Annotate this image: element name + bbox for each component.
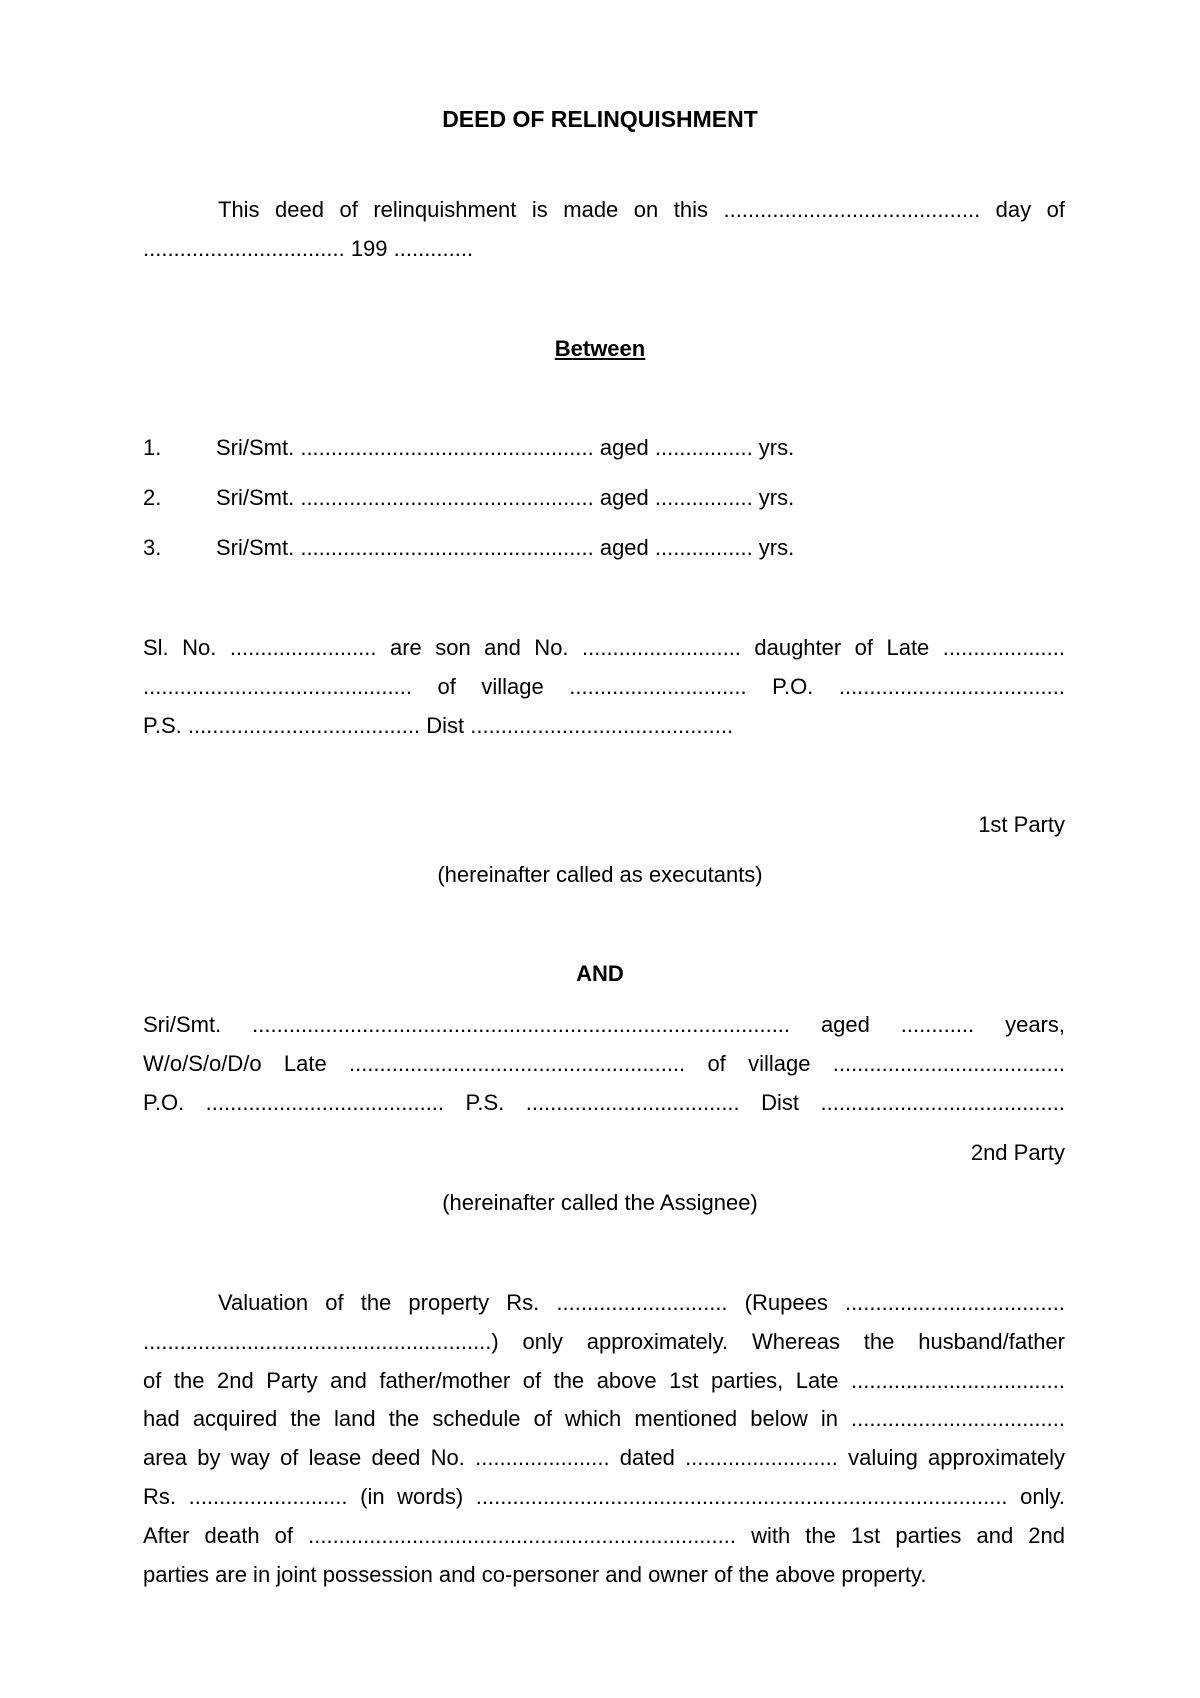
valuation-line: Valuation of the property Rs. ............................ (Rupees ....................................	[218, 1290, 1065, 1315]
between-heading: Between	[554, 336, 646, 361]
first-party-label: 1st Party	[978, 812, 1065, 837]
first-party-detail-line: P.S. ...................................... Dist ...........................................	[143, 713, 734, 738]
valuation-line: After death of ...................................................................... with the 1st parties and 2nd	[143, 1523, 1065, 1548]
party-member-text: Sri/Smt. ................................................ aged ................ yrs.	[216, 535, 795, 560]
and-heading: AND	[576, 961, 624, 986]
party-member-number: 3.	[143, 535, 162, 560]
second-party-detail-line: Sri/Smt. ........................................................................................ aged ............ years,	[143, 1012, 1065, 1037]
valuation-line: had acquired the land the schedule of which mentioned below in ...................................	[143, 1406, 1065, 1431]
second-party-detail-line: P.O. ....................................... P.S. ................................... Dist ........................................	[143, 1090, 1065, 1115]
first-party-called: (hereinafter called as executants)	[437, 862, 763, 887]
valuation-line: area by way of lease deed No. ...................... dated ......................... valuing approximately	[143, 1445, 1065, 1470]
first-party-detail-line: Sl. No. ........................ are son and No. .......................... daughter of Late ....................	[143, 635, 1065, 660]
valuation-line: of the 2nd Party and father/mother of the above 1st parties, Late ...................................	[143, 1368, 1065, 1393]
valuation-line: parties are in joint possession and co-personer and owner of the above property.	[143, 1562, 927, 1587]
first-party-detail-line: ............................................ of village ............................. P.O. .....................................	[143, 674, 1065, 699]
intro-line-1: This deed of relinquishment is made on this .......................................... day of	[218, 197, 1065, 222]
valuation-line: .........................................................) only approximately. Whereas the husband/father	[143, 1329, 1065, 1354]
party-member-text: Sri/Smt. ................................................ aged ................ yrs.	[216, 485, 795, 510]
intro-line-2: ................................. 199 .............	[143, 236, 474, 261]
second-party-detail-line: W/o/S/o/D/o Late ....................................................... of village ......................................	[143, 1051, 1065, 1076]
valuation-line: Rs. .......................... (in words) ....................................................................................... only.	[143, 1484, 1065, 1509]
second-party-label: 2nd Party	[970, 1140, 1065, 1165]
party-member-text: Sri/Smt. ................................................ aged ................ yrs.	[216, 435, 795, 460]
party-member-number: 1.	[143, 435, 162, 460]
party-member-number: 2.	[143, 485, 162, 510]
second-party-called: (hereinafter called the Assignee)	[442, 1190, 758, 1215]
document-title: DEED OF RELINQUISHMENT	[442, 106, 758, 132]
